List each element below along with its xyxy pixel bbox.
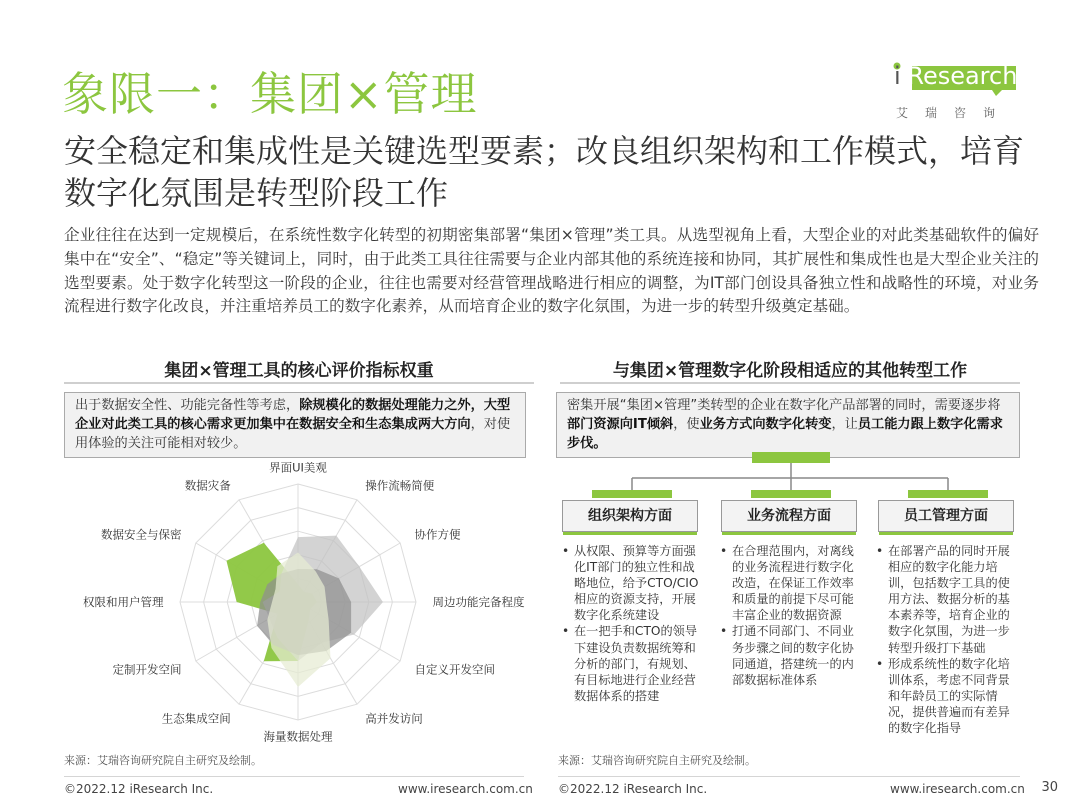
- left-note-text: 出于数据安全性、功能完备性等考虑，: [75, 398, 300, 413]
- radar-axis-label: 自定义开发空间: [414, 662, 495, 677]
- page-number: 30: [1041, 780, 1058, 795]
- left-source: 来源：艾瑞咨询研究院自主研究及绘制。: [64, 754, 262, 767]
- right-source: 来源：艾瑞咨询研究院自主研究及绘制。: [558, 754, 756, 767]
- radar-axis-label: 权限和用户管理: [82, 595, 164, 609]
- intro-paragraph: 企业往往在达到一定规模后，在系统性数字化转型的初期密集部署“集团×管理”类工具。从选型视角上看，大型企业的对此类基础软件的偏好集中在“安全”、“稳定”等关键词上，同时，由于此类工具往往需要与企业内部其他的系统连接和协同，其扩展性和集成性也是大型企业关注的选型要素。处于数字化转型这一阶段的企业，往往也需要对经营管理战略进行相应的调整，为IT部门创设具备独立性和战略性的环境，对业务流程进行数字化改良，并注重培养员工的数字化素养，从而培育企业的数字化氛围，为进一步的转型升级奠定基础。: [64, 226, 1039, 316]
- footer-divider-right: [558, 776, 1020, 777]
- footer-url-left[interactable]: www.iresearch.com.cn: [398, 782, 533, 796]
- list-item: • 从权限、预算等方面强化IT部门的独立性和战略地位，给予CTO/CIO相应的资源支持，开展数字化系统建设: [562, 543, 704, 623]
- radar-axis-label: 生态集成空间: [161, 711, 231, 726]
- page-title: 象限一：集团×管理: [62, 67, 478, 121]
- radar-axis-label: 协作方便: [414, 527, 461, 542]
- radar-chart: [60, 462, 540, 750]
- staff-management-list: [876, 543, 1018, 736]
- list-item: • 在部署产品的同时开展相应的数字化能力培训，包括数字工具的使用方法、数据分析的基本素养等，培育企业的数字化氛围，为进一步转型升级打下基础: [876, 543, 1018, 656]
- page-subtitle: 安全稳定和集成性是关键选型要素；改良组织架构和工作模式，培育数字化氛围是转型阶段工作: [64, 132, 1025, 212]
- logo-wordmark: iResearch: [900, 62, 1018, 90]
- list-item: • 形成系统性的数字化培训体系，考虑不同背景和年龄员工的实际情况，提供普遍而有差异的数字化指导: [876, 656, 1018, 736]
- radar-axis-label: 数据灾备: [184, 478, 231, 493]
- footer-copyright-right: ©2022.12 iResearch Inc.: [558, 782, 708, 796]
- right-section-title: 与集团×管理数字化阶段相适应的其他转型工作: [612, 361, 968, 381]
- right-note-bold-1: 部门资源向IT倾斜: [567, 417, 674, 432]
- logo-subtitle: 艾瑞咨询: [896, 106, 1013, 120]
- left-note-bold: 除规模化的数据处理能力之外，大型企业对此类工具的核心需求更加集中在数据安全和生态集成两大方向: [75, 398, 511, 432]
- left-note-text-end: ，对使用体验的关注可能相对较少。: [75, 417, 511, 451]
- right-title-divider: [560, 382, 1020, 384]
- right-note-text-1: 密集开展“集团×管理”类转型的企业在数字化产品部署的同时，需要逐步将: [567, 398, 1001, 413]
- dept-staff-management: 员工管理方面: [878, 500, 1014, 532]
- right-note-bold-3: 员工能力跟上数字化需求步伐。: [567, 417, 1003, 451]
- right-note-text-2: ，使: [673, 417, 700, 432]
- dept-business-process: 业务流程方面: [721, 500, 857, 532]
- list-item: • 打通不同部门、不同业务步骤之间的数字化协同通道，搭建统一的内部数据标准体系: [720, 623, 862, 687]
- list-item: • 在一把手和CTO的领导下建设负责数据统筹和分析的部门，有规划、有目标地进行企业经营数据体系的搭建: [562, 623, 704, 703]
- left-title-divider: [64, 382, 534, 384]
- right-note-text-3: ，让: [831, 417, 858, 432]
- org-structure-list: [562, 543, 704, 704]
- dept-org-structure: 组织架构方面: [562, 500, 698, 532]
- left-note-box: [64, 392, 526, 458]
- connector-lines: [556, 450, 1026, 502]
- footer-copyright-left: ©2022.12 iResearch Inc.: [64, 782, 214, 796]
- business-process-list: [720, 543, 862, 688]
- list-item: • 在合理范围内，对离线的业务流程进行数字化改造，在保证工作效率和质量的前提下尽可能丰富企业的数据资源: [720, 543, 862, 623]
- iresearch-logo: [892, 60, 1022, 122]
- radar-axis-label: 高并发访问: [365, 711, 423, 726]
- radar-axis-label: 操作流畅简便: [365, 478, 435, 493]
- radar-axis-label: 海量数据处理: [263, 729, 333, 744]
- radar-axis-label: 界面UI美观: [269, 462, 327, 475]
- right-note-bold-2: 业务方式向数字化转变: [699, 417, 832, 432]
- footer-divider-left: [64, 776, 524, 777]
- right-note-box: [556, 392, 1020, 458]
- footer-url-right[interactable]: www.iresearch.com.cn: [890, 782, 1025, 796]
- logo-text: iiResearch: [894, 62, 1018, 90]
- left-section-title: 集团×管理工具的核心评价指标权重: [164, 361, 434, 381]
- radar-axis-label: 周边功能完备程度: [432, 595, 525, 609]
- radar-axis-label: 定制开发空间: [112, 662, 182, 677]
- radar-axis-label: 数据安全与保密: [101, 527, 182, 542]
